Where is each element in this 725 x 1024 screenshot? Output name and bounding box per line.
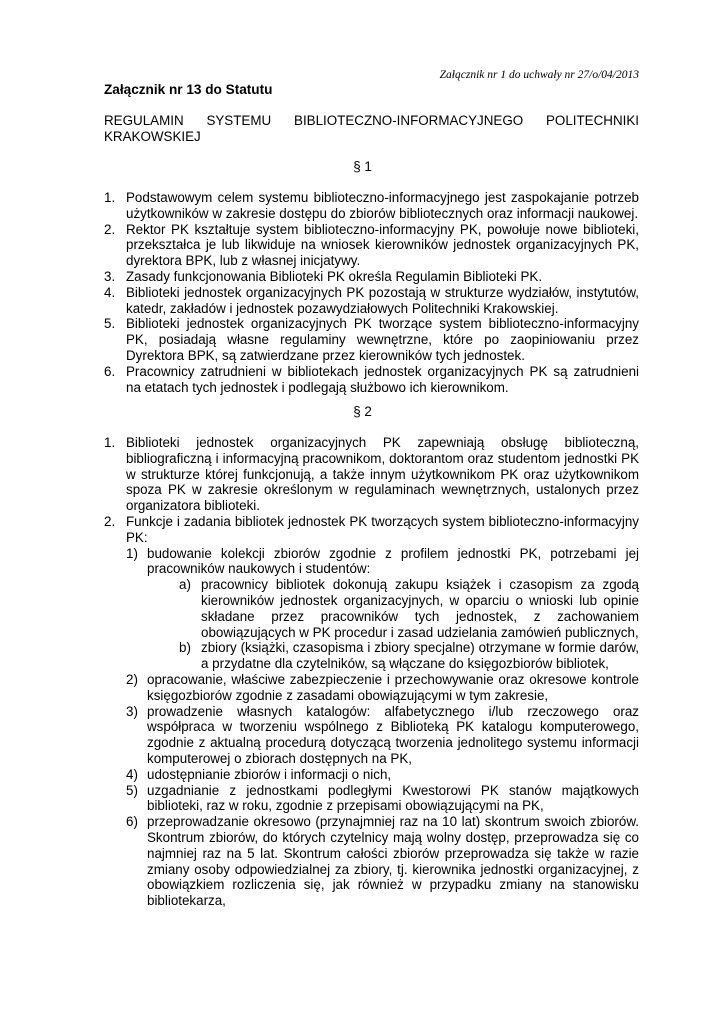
sub-item-number: 4)	[126, 766, 138, 782]
sub-item-text: opracowanie, właściwe zabezpieczenie i przechowywanie oraz okresowe kontrole księgozbiorów zgodnie z zasadami obowiązującymi w tym zakresie,	[147, 671, 639, 703]
regulation-title-line2: KRAKOWSKIEJ	[104, 128, 201, 144]
item-number: 2.	[104, 513, 116, 529]
sub-item	[126, 546, 639, 578]
sub-item-number: 5)	[126, 782, 138, 798]
sub-item-text: udostępnianie zbiorów i informacji o nich,	[147, 766, 392, 782]
item-text: Biblioteki jednostek organizacyjnych PK zapewniają obsługę biblioteczną, bibliograficzną i informacyjną pracownikom, doktorantom oraz studentom jednostki PK w strukturze której funkcjonują, a także innym użytkownikom PK oraz użytkownikom spoza PK w zakresie określonym w regulaminach wewnętrznych, ustalonych przez organizatora biblioteki.	[126, 435, 639, 514]
sub-sub-item-letter: b)	[179, 640, 191, 656]
sub-sub-item	[179, 640, 639, 672]
sub-item	[126, 767, 639, 783]
sub-item-number: 3)	[126, 703, 138, 719]
section-2-list	[104, 435, 639, 909]
item-number: 5.	[104, 316, 116, 332]
list-item	[104, 222, 639, 269]
item-text: Zasady funkcjonowania Biblioteki PK określa Regulamin Biblioteki PK.	[126, 268, 543, 284]
regulation-title	[104, 113, 639, 145]
list-item	[104, 435, 639, 514]
item-number: 4.	[104, 284, 116, 300]
list-item	[104, 190, 639, 222]
page-title: Załącznik nr 13 do Statutu	[104, 82, 273, 97]
sub-item	[126, 814, 639, 909]
item-number: 1.	[104, 190, 116, 205]
sub-item-text: budowanie kolekcji zbiorów zgodnie z profilem jednostki PK, potrzebami jej pracowników naukowych i studentów:	[147, 545, 639, 577]
item-number: 1.	[104, 435, 116, 450]
item-number: 3.	[104, 268, 116, 284]
regulation-title-line1: REGULAMIN SYSTEMU BIBLIOTECZNO-INFORMACYJNEGO POLITECHNIKI	[104, 113, 639, 128]
sub-item-number: 2)	[126, 671, 138, 687]
section-1-heading: § 1	[353, 159, 372, 174]
sub-sub-item	[179, 577, 639, 640]
section-1-list	[104, 190, 639, 395]
section-2-heading: § 2	[353, 404, 372, 419]
item-text: Biblioteki jednostek organizacyjnych PK pozostają w strukturze wydziałów, instytutów, katedr, zakładów i jednostek pozawydziałowych Politechniki Krakowskiej.	[126, 284, 639, 316]
item-text: Pracownicy zatrudnieni w bibliotekach jednostek organizacyjnych PK są zatrudnieni na etatach tych jednostek i podlegają służbowo ich kierownikom.	[126, 363, 639, 395]
sub-item-text: uzgadnianie z jednostkami podległymi Kwestorowi PK stanów majątkowych biblioteki, raz w roku, zgodnie z przepisami obowiązującymi na PK,	[147, 782, 639, 814]
list-item	[104, 514, 639, 546]
item-text: Biblioteki jednostek organizacyjnych PK tworzące system biblioteczno-informacyjny PK, posiadają własne regulaminy wewnętrzne, które po zaopiniowaniu przez Dyrektora BPK, są zatwierdzane przez kierowników tych jednostek.	[126, 316, 639, 363]
list-item	[104, 364, 639, 396]
sub-item	[126, 704, 639, 767]
attachment-note: Załącznik nr 1 do uchwały nr 27/o/04/2013	[439, 69, 639, 81]
sub-item-text: prowadzenie własnych katalogów: alfabetycznego i/lub rzeczowego oraz współpraca w tworzeniu wspólnego z Biblioteką PK katalogu komputerowego, zgodnie z aktualną procedurą dotyczącą tworzenia jednolitego systemu informacji komputerowej o zbiorach dostępnych na PK,	[147, 703, 639, 766]
sub-item-text: przeprowadzanie okresowo (przynajmniej raz na 10 lat) skontrum swoich zbiorów. Skontrum zbiorów, do których czytelnicy mają wolny dostęp, przeprowadza się co najmniej raz na 5 lat. Skontrum całości zbiorów przeprowadza się także w razie zmiany osoby odpowiedzialnej za zbiory, tj. kierownika jednostki organizacyjnej, z obowiązkiem rozliczenia się, jak również w przypadku zmiany na stanowisku bibliotekarza,	[147, 814, 639, 909]
item-text: Podstawowym celem systemu biblioteczno-informacyjnego jest zaspokajanie potrzeb użytkowników w zakresie dostępu do zbiorów bibliotecznych oraz informacji naukowej.	[126, 190, 639, 221]
sub-item	[126, 783, 639, 815]
sub-sub-item-text: zbiory (książki, czasopisma i zbiory specjalne) otrzymane w formie darów, a przydatne dla czytelników, są włączane do księgozbiorów bibliotek,	[201, 640, 639, 672]
sub-item	[126, 672, 639, 704]
list-item	[104, 285, 639, 317]
sub-item-number: 1)	[126, 545, 138, 561]
item-number: 6.	[104, 363, 116, 379]
sub-sub-item-text: pracownicy bibliotek dokonują zakupu książek i czasopism za zgodą kierowników jednostek organizacyjnych, w oparciu o wnioski lub opinie składane przez pracowników tych jednostek, z zachowaniem obowiązujących w PK procedur i zasad udzielania zamówień publicznych,	[201, 577, 639, 640]
item-text: Rektor PK kształtuje system biblioteczno-informacyjny PK, powołuje nowe biblioteki, przekształca je lub likwiduje na wniosek kierowników jednostek organizacyjnych PK, dyrektora BPK, lub z własnej inicjatywy.	[126, 221, 639, 269]
item-number: 2.	[104, 221, 116, 237]
list-item	[104, 269, 639, 285]
sub-item-number: 6)	[126, 814, 138, 830]
sub-sub-item-letter: a)	[179, 577, 191, 593]
item-text: Funkcje i zadania bibliotek jednostek PK tworzących system biblioteczno-informacyjny PK:	[126, 513, 639, 545]
list-item	[104, 316, 639, 363]
